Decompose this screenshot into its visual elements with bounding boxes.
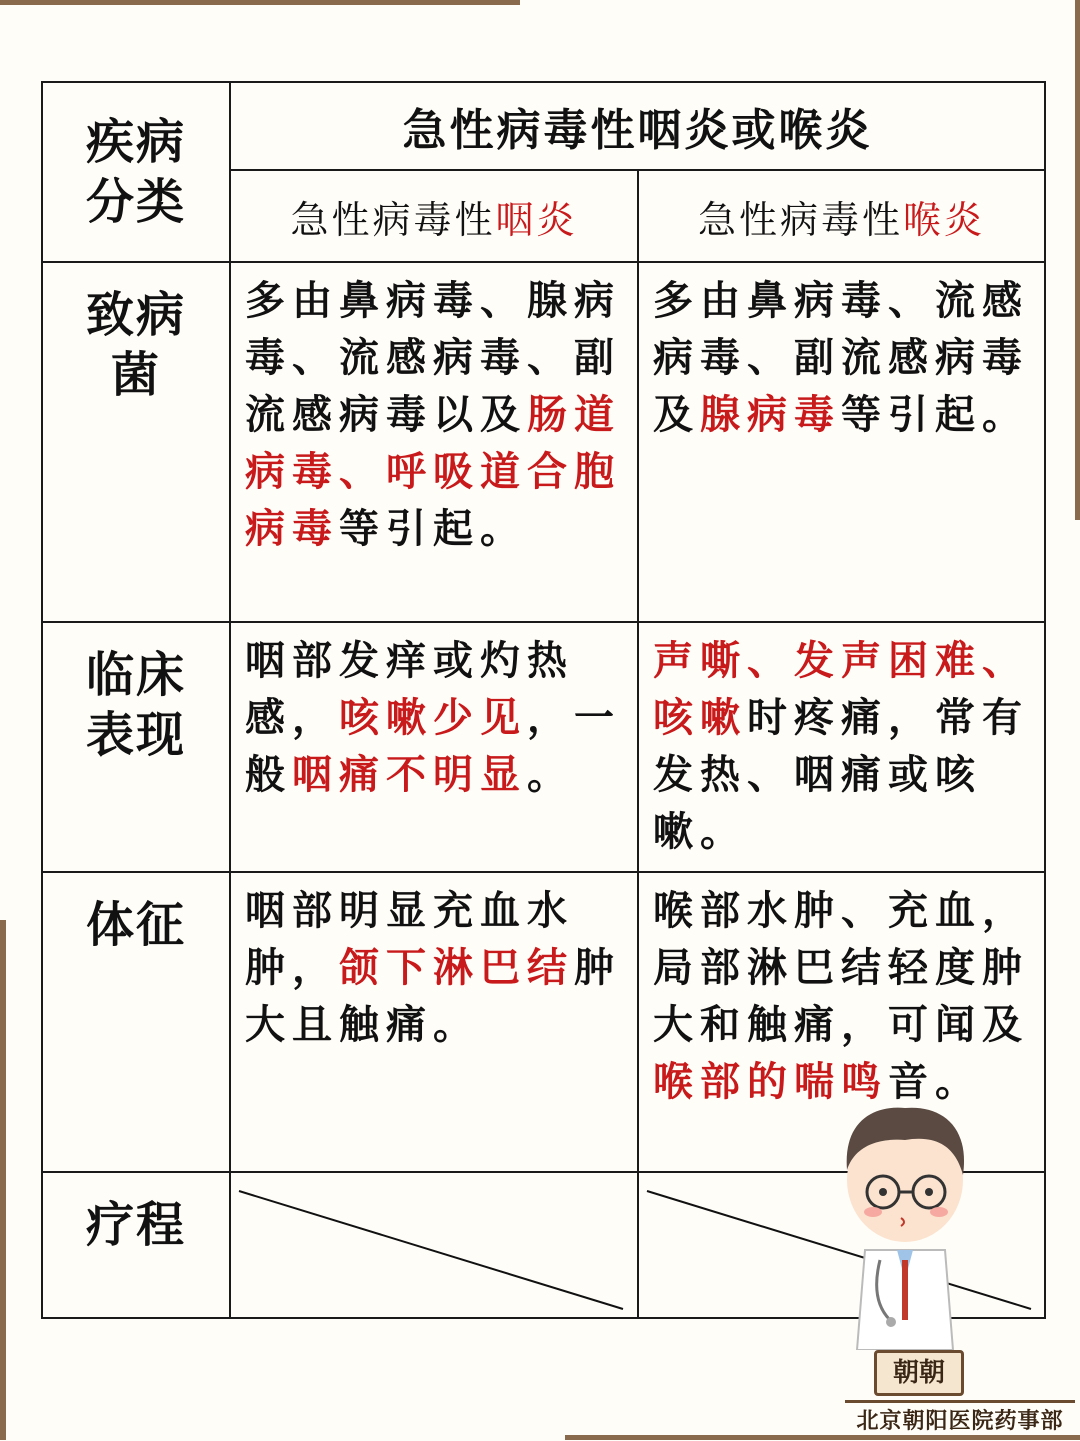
text-segment: 喉部的喘鸣 (653, 1059, 888, 1105)
row-head-clinical (42, 622, 230, 872)
category-header: 疾病分类 (85, 114, 186, 230)
text-segment: 咽痛不明显 (292, 752, 527, 798)
pathogen-col1 (230, 262, 638, 622)
left-decor-line (0, 920, 6, 1440)
top-decor-line (0, 0, 520, 5)
footer-org: 北京朝阳医院药事部 (845, 1400, 1075, 1441)
row-head-text: 体征 (85, 897, 186, 953)
text-segment: 咽部发痒或灼热感， (245, 638, 574, 741)
col2-header (638, 170, 1045, 262)
clinical-col1 (230, 622, 638, 872)
text-segment: ，一般 (245, 695, 621, 798)
col2-header-highlight: 喉炎 (903, 197, 986, 242)
text-segment: 肠道病毒、呼吸道合胞病毒 (245, 392, 621, 552)
text-segment: 多由鼻病毒、腺病毒、流感病毒、副流感病毒以及 (245, 278, 621, 438)
row-head-pathogen (42, 262, 230, 622)
empty-slash-mark (231, 1173, 639, 1317)
row-head-course (42, 1172, 230, 1318)
text-segment: 时疼痛，常有发热、咽痛或咳嗽。 (653, 695, 1029, 855)
text-segment: 颌下淋巴结 (339, 945, 574, 991)
text-segment: 多由鼻病毒、流感病毒、副流感病毒及 (653, 278, 1029, 438)
col1-header-prefix: 急性病毒性 (290, 197, 496, 242)
course-col1 (230, 1172, 638, 1318)
table-title: 急性病毒性咽炎或喉炎 (230, 82, 1045, 170)
row-head-text: 疗程 (85, 1197, 186, 1253)
text-segment: 等引起。 (841, 392, 1029, 438)
signs-col1 (230, 872, 638, 1172)
clinical-col2 (638, 622, 1045, 872)
text-segment: 等引起。 (339, 506, 527, 552)
pathogen-col2 (638, 262, 1045, 622)
col1-header-highlight: 咽炎 (495, 197, 578, 242)
text-segment: 肿大且触痛。 (245, 945, 621, 1048)
row-head-text: 临床表现 (85, 647, 186, 763)
right-decor-line (1075, 0, 1080, 520)
text-segment: 咽部明显充血水肿， (245, 888, 574, 991)
col1-header (230, 170, 638, 262)
category-header-cell (42, 82, 230, 262)
col2-header-prefix: 急性病毒性 (697, 197, 903, 242)
text-segment: 。 (527, 752, 574, 798)
brand-badge: 朝朝 (874, 1350, 964, 1396)
text-segment: 音。 (888, 1059, 982, 1105)
text-segment: 喉部水肿、充血，局部淋巴结轻度肿大和触痛，可闻及 (653, 888, 1029, 1048)
text-segment: 腺病毒 (700, 392, 841, 438)
row-head-signs (42, 872, 230, 1172)
text-segment: 声嘶、发声困难、咳嗽 (653, 638, 1029, 741)
row-head-text: 致病菌 (85, 287, 186, 403)
doctor-cartoon-icon (835, 1100, 975, 1350)
text-segment: 咳嗽少见 (339, 695, 527, 741)
